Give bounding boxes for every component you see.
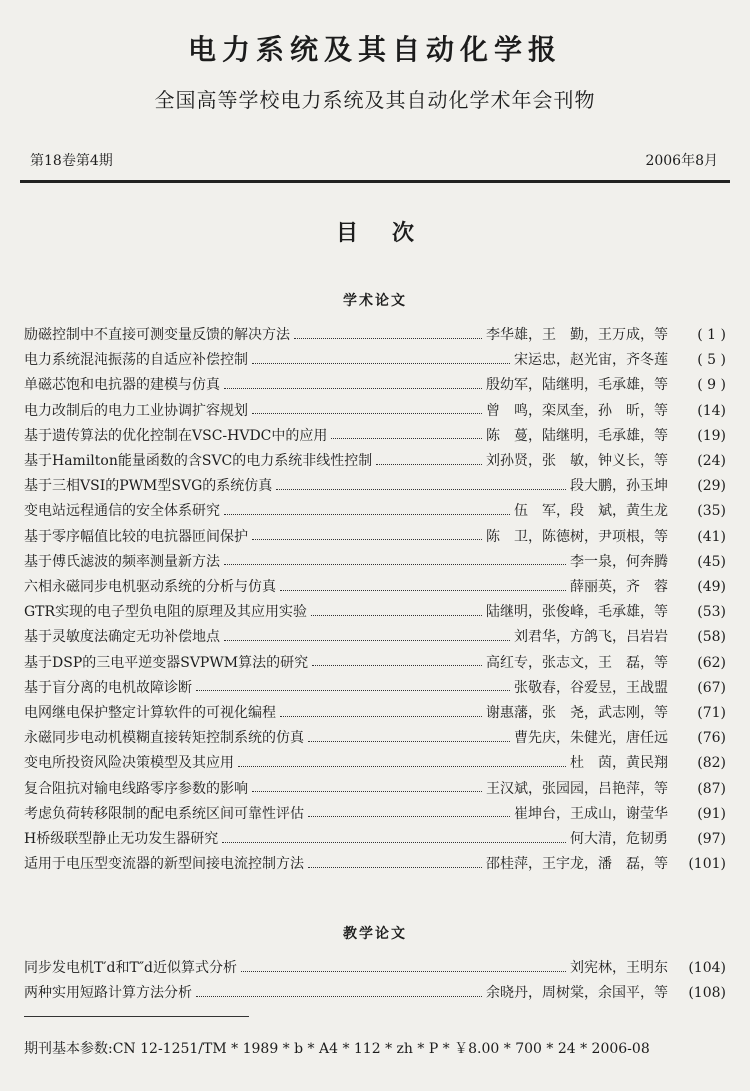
journal-title: 电力系统及其自动化学报 [187, 33, 562, 66]
entry-authors: 李华雄，王 勤，王万成，等 [486, 327, 668, 343]
entry-title: 六相永磁同步电机驱动系统的分析与仿真 [24, 579, 276, 595]
entry-title: 基于灵敏度法确定无功补偿地点 [24, 629, 220, 646]
entry-authors: 邵桂萍，王宇龙，潘 磊，等 [486, 856, 668, 873]
entry-title: 基于盲分离的电机故障诊断 [24, 679, 192, 696]
entry-authors: 何大清，危韧勇 [570, 831, 668, 847]
toc-entry[interactable] [24, 778, 726, 800]
entry-authors: 曹先庆，朱健光，唐任远 [514, 730, 668, 747]
entry-authors: 伍 军，段 斌，黄生龙 [514, 503, 668, 520]
toc-entry[interactable] [24, 324, 726, 346]
entry-title: 同步发电机T′d和T″d近似算式分析 [24, 960, 238, 976]
toc-entry[interactable] [24, 450, 726, 472]
toc-entry[interactable] [24, 677, 726, 699]
entry-page: (14) [697, 402, 726, 419]
issue-date: 2006年8月 [645, 153, 718, 169]
entry-authors: 张敬春，谷爱昱，王战盟 [514, 679, 668, 696]
entry-page: ( 1 ) [697, 327, 726, 343]
dot-leader [276, 489, 566, 490]
entry-page: (104) [688, 960, 726, 976]
entry-page: (108) [688, 985, 726, 1002]
section-heading: 学术论文 [343, 293, 407, 309]
entry-title: 适用于电压型变流器的新型间接电流控制方法 [24, 856, 304, 873]
entry-page: (41) [697, 528, 726, 545]
toc-entry[interactable] [24, 853, 726, 875]
dot-leader [238, 766, 566, 767]
entry-title: 基于Hamilton能量函数的含SVC的电力系统非线性控制 [24, 453, 373, 469]
dot-leader [241, 971, 566, 972]
entry-page: ( 5 ) [697, 352, 726, 369]
dot-leader [224, 388, 482, 389]
dot-leader [294, 338, 482, 339]
entry-authors: 崔坤台，王成山，谢莹华 [514, 805, 668, 822]
toc-entry[interactable] [24, 828, 726, 850]
dot-leader [308, 867, 482, 868]
toc-entry[interactable] [24, 551, 726, 573]
entry-title: 基于零序幅值比较的电抗器匝间保护 [24, 528, 248, 545]
toc-entry[interactable] [24, 400, 726, 422]
toc-entry[interactable] [24, 803, 726, 825]
entry-page: (71) [697, 705, 726, 721]
entry-page: (45) [697, 553, 726, 570]
entry-authors: 刘宪林，王明东 [570, 960, 668, 976]
section-heading: 教学论文 [343, 926, 407, 942]
entry-page: (24) [697, 453, 726, 469]
entry-page: (19) [697, 427, 726, 444]
dot-leader [252, 363, 510, 364]
entry-authors: 薛丽英，齐 蓉 [570, 579, 668, 595]
dot-leader [222, 842, 566, 843]
entry-authors: 宋运忠，赵光宙，齐冬莲 [514, 352, 668, 369]
dot-leader [252, 413, 482, 414]
entry-authors: 陈 蔓，陆继明，毛承雄，等 [486, 427, 668, 444]
entry-page: (97) [697, 831, 726, 847]
entry-title: 励磁控制中不直接可测变量反馈的解决方法 [24, 327, 290, 343]
entry-authors: 曾 鸣，栾凤奎，孙 昕，等 [486, 402, 668, 419]
toc-heading: 目次 [335, 220, 448, 246]
entry-page: (58) [697, 629, 726, 646]
header-rule [20, 180, 730, 183]
entry-title: 变电所投资风险决策模型及其应用 [24, 755, 234, 772]
dot-leader [280, 590, 566, 591]
entry-title: 基于傅氏滤波的频率测量新方法 [24, 553, 220, 570]
entry-authors: 余晓丹，周树棠，余国平，等 [486, 985, 668, 1002]
entry-title: 基于三相VSI的PWM型SVG的系统仿真 [24, 478, 273, 495]
entry-authors: 陆继明，张俊峰，毛承雄，等 [486, 604, 668, 621]
footer-rule [24, 1016, 249, 1017]
dot-leader [280, 716, 482, 717]
dot-leader [308, 741, 510, 742]
toc-entry[interactable] [24, 349, 726, 371]
entry-page: (62) [697, 654, 726, 671]
entry-page: ( 9 ) [697, 377, 726, 394]
toc-entry[interactable] [24, 957, 726, 979]
entry-page: (76) [697, 730, 726, 747]
entry-title: 基于遗传算法的优化控制在VSC-HVDC中的应用 [24, 427, 328, 444]
dot-leader [196, 996, 482, 997]
entry-page: (67) [697, 679, 726, 696]
entry-page: (29) [697, 478, 726, 495]
entry-page: (53) [697, 604, 726, 621]
entry-title: H桥级联型静止无功发生器研究 [24, 831, 219, 847]
volume-issue: 第18卷第4期 [30, 153, 113, 169]
entry-authors: 刘孙贤，张 敏，钟义长，等 [486, 453, 668, 469]
entry-title: GTR实现的电子型负电阻的原理及其应用实验 [24, 604, 308, 621]
dot-leader [308, 816, 510, 817]
toc-entry[interactable] [24, 576, 726, 598]
dot-leader [224, 640, 510, 641]
toc-entry[interactable] [24, 702, 726, 724]
journal-parameters: 期刊基本参数:CN 12-1251/TM * 1989 * b * A4 * 112 * zh * P * ￥8.00 * 700 * 24 * 2006-08 [24, 1041, 650, 1057]
entry-title: 电网继电保护整定计算软件的可视化编程 [24, 705, 276, 721]
dot-leader [376, 464, 482, 465]
toc-entry[interactable] [24, 500, 726, 522]
entry-page: (49) [697, 579, 726, 595]
entry-authors: 李一泉，何奔腾 [570, 553, 668, 570]
entry-authors: 王汉斌，张园园，吕艳萍，等 [486, 780, 668, 797]
entry-title: 单磁芯饱和电抗器的建模与仿真 [24, 377, 220, 394]
entry-title: 两种实用短路计算方法分析 [24, 985, 192, 1002]
entry-page: (87) [697, 780, 726, 797]
entry-page: (91) [697, 805, 726, 822]
entry-authors: 高红专，张志文，王 磊，等 [486, 654, 668, 671]
entry-page: (35) [697, 503, 726, 520]
entry-authors: 杜 茵，黄民翔 [570, 755, 668, 772]
entry-title: 基于DSP的三电平逆变器SVPWM算法的研究 [24, 654, 309, 671]
dot-leader [311, 615, 482, 616]
dot-leader [196, 690, 510, 691]
dot-leader [224, 514, 510, 515]
toc-entry[interactable] [24, 626, 726, 648]
entry-title: 永磁同步电动机模糊直接转矩控制系统的仿真 [24, 730, 304, 747]
toc-entry[interactable] [24, 982, 726, 1004]
entry-authors: 谢惠藩，张 尧，武志刚，等 [486, 705, 668, 721]
entry-authors: 陈 卫，陈德树，尹项根，等 [486, 528, 668, 545]
entry-page: (101) [688, 856, 726, 873]
toc-entry[interactable] [24, 526, 726, 548]
entry-page: (82) [697, 755, 726, 772]
toc-entry[interactable] [24, 652, 726, 674]
entry-title: 电力改制后的电力工业协调扩容规划 [24, 402, 248, 419]
dot-leader [331, 438, 482, 439]
toc-entry[interactable] [24, 752, 726, 774]
dot-leader [224, 564, 566, 565]
entry-title: 复合阻抗对输电线路零序参数的影响 [24, 780, 248, 797]
entry-title: 考虑负荷转移限制的配电系统区间可靠性评估 [24, 805, 304, 822]
entry-authors: 殷幼军，陆继明，毛承雄，等 [486, 377, 668, 394]
entry-authors: 段大鹏，孙玉坤 [570, 478, 668, 495]
toc-entry[interactable] [24, 727, 726, 749]
dot-leader [312, 665, 482, 666]
entry-title: 电力系统混沌振荡的自适应补偿控制 [24, 352, 248, 369]
entry-authors: 刘君华，方鸽飞，吕岩岩 [514, 629, 668, 646]
toc-entry[interactable] [24, 475, 726, 497]
dot-leader [252, 539, 482, 540]
journal-subtitle: 全国高等学校电力系统及其自动化学术年会刊物 [154, 88, 596, 112]
dot-leader [252, 791, 482, 792]
entry-title: 变电站远程通信的安全体系研究 [24, 503, 220, 520]
toc-entry[interactable] [24, 374, 726, 396]
toc-entry[interactable] [24, 601, 726, 623]
toc-entry[interactable] [24, 425, 726, 447]
